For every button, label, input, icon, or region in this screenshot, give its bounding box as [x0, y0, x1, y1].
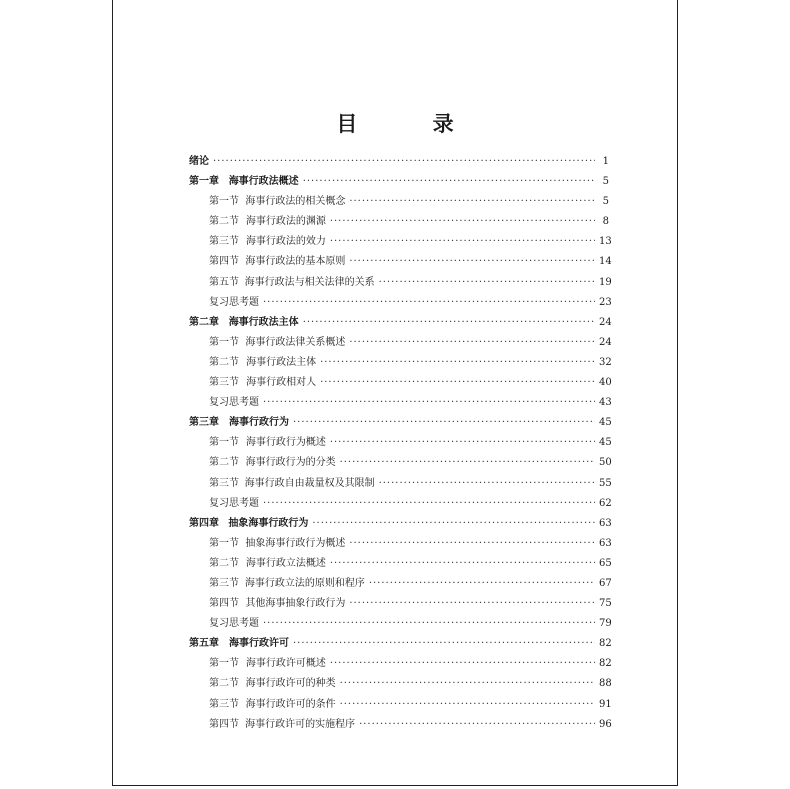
toc-entry-title: 海事行政法的相关概念: [245, 196, 346, 208]
toc-entry-title: 海事行政自由裁量权及其限制: [244, 477, 375, 489]
toc-entry-number: 第二节: [209, 457, 239, 469]
toc-entry-number: 第五节: [209, 276, 239, 288]
toc-entry-number: 第一节: [209, 196, 239, 208]
toc-entry-title: 海事行政法概述: [228, 176, 299, 188]
dot-leader: [263, 614, 595, 634]
toc-entry-title: 海事行政立法概述: [245, 557, 326, 569]
toc-entry-page: 82: [599, 638, 612, 650]
toc-entry-page: 62: [599, 497, 612, 509]
dot-leader: [293, 634, 595, 654]
toc-entry-number: 第四节: [209, 598, 239, 610]
toc-entry-section: [189, 574, 612, 594]
toc-entry-title: 海事行政法与相关法律的关系: [244, 276, 375, 288]
toc-entry-section: [189, 273, 612, 293]
toc-entry-number: 第三节: [209, 698, 239, 710]
toc-entry-title: 海事行政法的基本原则: [245, 256, 346, 268]
toc-entry-number: 第四节: [209, 718, 239, 730]
dot-leader: [379, 474, 595, 494]
toc-entry-page: 82: [599, 658, 612, 670]
toc-entry-title: 绪论: [189, 156, 209, 167]
toc-entry-title: 海事行政立法的原则和程序: [244, 577, 365, 589]
toc-entry-review: [189, 614, 612, 634]
toc-entry-title: 海事行政许可的实施程序: [245, 718, 356, 730]
toc-entry-title: 复习思考题: [209, 397, 259, 409]
toc-entry-number: 第一节: [209, 437, 239, 449]
toc-entry-title: 海事行政许可概述: [245, 658, 326, 670]
toc-entry-title: 海事行政行为概述: [245, 437, 326, 449]
toc-entry-page: 55: [599, 477, 612, 489]
toc-entry-chapter: [189, 172, 609, 192]
toc-entry-section: [189, 252, 612, 272]
dot-leader: [379, 273, 595, 293]
toc-entry-number: 第一章: [189, 176, 219, 188]
toc-entry-title: 复习思考题: [209, 296, 259, 308]
dot-leader: [359, 715, 595, 735]
dot-leader: [263, 494, 595, 514]
toc-entry-page: 32: [599, 356, 612, 368]
dot-leader: [349, 333, 595, 353]
toc-entry-page: 63: [599, 517, 612, 529]
page-title: 目 录: [336, 111, 488, 136]
dot-leader: [340, 674, 595, 694]
dot-leader: [349, 534, 595, 554]
toc-entry-number: 第二节: [209, 557, 239, 569]
toc-entry-number: 第二节: [209, 356, 239, 368]
dot-leader: [330, 654, 595, 674]
toc-entry-chapter: [189, 152, 609, 172]
toc-entry-title: 海事行政法律关系概述: [245, 336, 346, 348]
toc-entry-page: 96: [599, 718, 612, 730]
toc-entry-number: 第四章: [189, 517, 219, 529]
toc-entry-title: 海事行政行为: [229, 417, 289, 429]
toc-entry-title: 海事行政法的效力: [245, 236, 326, 248]
toc-entry-page: 40: [599, 377, 612, 389]
dot-leader: [349, 594, 595, 614]
dot-leader: [330, 212, 595, 232]
toc-entry-review: [189, 393, 612, 413]
toc-entry-review: [189, 494, 612, 514]
dot-leader: [330, 433, 595, 453]
toc-entry-section: [189, 594, 612, 614]
toc-entry-number: 第三章: [189, 417, 219, 429]
toc-entry-page: 24: [599, 316, 612, 328]
toc-entry-number: 第二节: [209, 678, 239, 690]
toc-entry-title: 抽象海事行政行为: [228, 517, 309, 529]
toc-entry-page: 24: [599, 336, 612, 348]
toc-entry-title: 海事行政许可的条件: [245, 698, 336, 710]
dot-leader: [330, 232, 595, 252]
toc-entry-section: [189, 333, 612, 353]
toc-entry-title: 海事行政法的渊源: [245, 216, 326, 228]
toc-entry-section: [189, 353, 612, 373]
dot-leader: [303, 172, 595, 192]
dot-leader: [369, 574, 595, 594]
toc-entry-page: 19: [599, 276, 612, 288]
dot-leader: [340, 695, 595, 715]
toc-entry-chapter: [189, 514, 612, 534]
toc-entry-section: [189, 373, 612, 393]
toc-entry-section: [189, 695, 612, 715]
dot-leader: [349, 252, 595, 272]
dot-leader: [349, 192, 595, 212]
dot-leader: [330, 554, 595, 574]
toc-entry-title: 海事行政许可: [229, 638, 289, 650]
dot-leader: [213, 152, 595, 172]
toc-entry-page: 65: [599, 557, 612, 569]
dot-leader: [340, 453, 595, 473]
toc-entry-section: [189, 453, 612, 473]
toc-entry-page: 5: [602, 176, 609, 188]
dot-leader: [263, 293, 595, 313]
toc-entry-page: 67: [599, 577, 612, 589]
dot-leader: [263, 393, 595, 413]
toc-entry-title: 海事行政法主体: [246, 356, 317, 368]
toc-entry-page: 43: [599, 397, 612, 409]
toc-entry-number: 第一节: [209, 537, 239, 549]
toc-entry-section: [189, 554, 612, 574]
toc-entry-title: 复习思考题: [209, 618, 259, 630]
toc-entry-number: 第一节: [209, 658, 239, 670]
toc-entry-section: [189, 474, 612, 494]
toc-entry-number: 第三节: [209, 236, 239, 248]
toc-entry-review: [189, 293, 612, 313]
toc-entry-number: 第五章: [189, 638, 219, 650]
document-page: [112, 0, 678, 786]
toc-entry-chapter: [189, 413, 612, 433]
toc-entry-number: 第三节: [209, 377, 239, 389]
toc-entry-page: 14: [599, 256, 612, 268]
toc-entry-page: 63: [599, 537, 612, 549]
dot-leader: [303, 313, 595, 333]
toc-entry-number: 第三节: [209, 477, 239, 489]
toc-entry-section: [189, 232, 612, 252]
toc-entry-title: 海事行政法主体: [228, 316, 299, 328]
toc-entry-page: 45: [599, 417, 612, 429]
toc-entry-page: 79: [599, 618, 612, 630]
toc-entry-section: [189, 715, 612, 735]
toc-entry-page: 8: [602, 216, 609, 228]
dot-leader: [320, 373, 595, 393]
table-of-contents: [189, 152, 612, 735]
toc-entry-title: 复习思考题: [209, 497, 259, 509]
toc-entry-number: 第二章: [189, 316, 219, 328]
toc-entry-page: 75: [599, 598, 612, 610]
toc-entry-number: 第三节: [209, 577, 239, 589]
toc-entry-section: [189, 674, 612, 694]
toc-entry-title: 海事行政相对人: [246, 377, 317, 389]
toc-entry-number: 第一节: [209, 336, 239, 348]
toc-entry-title: 海事行政许可的种类: [245, 678, 336, 690]
toc-entry-page: 88: [599, 678, 612, 690]
toc-entry-page: 5: [602, 196, 609, 208]
toc-entry-number: 第二节: [209, 216, 239, 228]
toc-entry-title: 其他海事抽象行政行为: [245, 598, 346, 610]
toc-entry-section: [189, 534, 612, 554]
toc-entry-page: 50: [599, 457, 612, 469]
toc-entry-number: 第四节: [209, 256, 239, 268]
toc-entry-page: 45: [599, 437, 612, 449]
toc-entry-chapter: [189, 313, 612, 333]
toc-entry-title: 抽象海事行政行为概述: [245, 537, 346, 549]
toc-entry-chapter: [189, 634, 612, 654]
dot-leader: [320, 353, 595, 373]
toc-entry-page: 1: [602, 156, 609, 167]
toc-entry-page: 13: [599, 236, 612, 248]
toc-entry-section: [189, 212, 609, 232]
dot-leader: [312, 514, 595, 534]
toc-entry-title: 海事行政行为的分类: [245, 457, 336, 469]
dot-leader: [293, 413, 595, 433]
toc-entry-section: [189, 192, 609, 212]
toc-entry-section: [189, 654, 612, 674]
toc-entry-section: [189, 433, 612, 453]
toc-entry-page: 23: [599, 296, 612, 308]
toc-entry-page: 91: [599, 698, 612, 710]
